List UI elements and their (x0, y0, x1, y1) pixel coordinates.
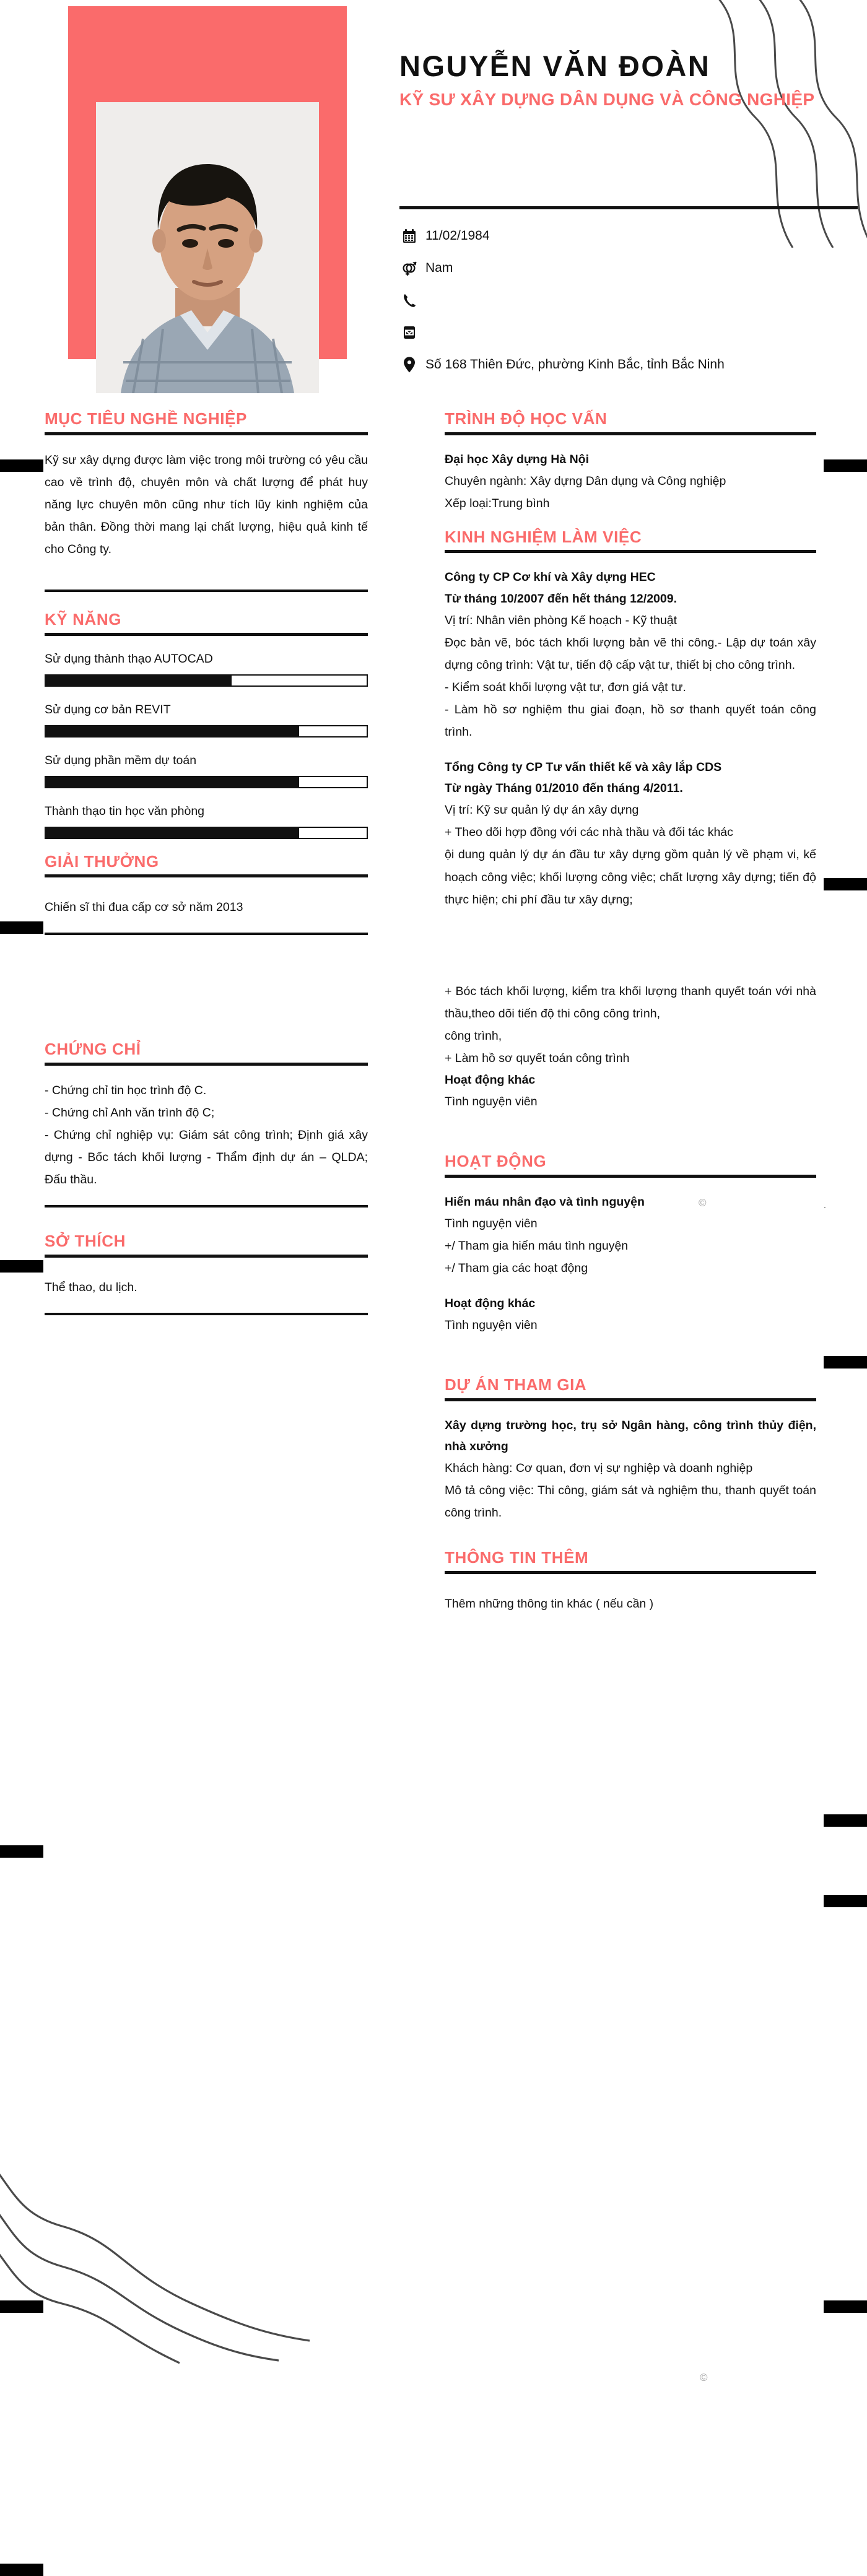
experience-duty: Đọc bản vẽ, bóc tách khối lượng bản vẽ thi công.- Lập dự toán xây dựng công trình: Vật tư, tiến độ cấp vật tư, thiết bị cho công trình. (445, 635, 816, 672)
edge-tick (824, 1356, 867, 1368)
section-title-experience: KINH NGHIỆM LÀM VIỆC (445, 527, 642, 546)
project-heading: Xây dựng trường học, trụ sở Ngân hàng, công trình thủy điện, nhà xưởng (445, 1418, 816, 1453)
experience-duty: + Bóc tách khối lượng, kiểm tra khối lượng thanh quyết toán với nhà thầu,theo dõi tiến độ thi công công trình, (445, 984, 816, 1020)
contact-divider (399, 206, 858, 209)
birthdate-value: 11/02/1984 (425, 228, 490, 243)
experience-item (445, 757, 816, 1113)
experience-position: Vị trí: Kỹ sư quản lý dự án xây dựng (445, 803, 639, 817)
activity-line: +/ Tham gia các hoạt động (445, 1261, 588, 1275)
experience-other-heading: Hoạt động khác (445, 1073, 536, 1087)
section-title-education: TRÌNH ĐỘ HỌC VẤN (445, 409, 608, 428)
skill-label: Sử dụng cơ bản REVIT (45, 702, 171, 716)
section-title-extra-info: THÔNG TIN THÊM (445, 1548, 589, 1567)
skill-item (45, 804, 368, 839)
skill-progress-fill (46, 676, 232, 685)
edge-tick (0, 459, 43, 472)
award-text: Chiến sĩ thi đua cấp cơ sở năm 2013 (45, 900, 243, 915)
experience-period: Từ tháng 10/2007 đến hết tháng 12/2009. (445, 591, 677, 606)
activity-heading: Hiến máu nhân đạo và tình nguyện (445, 1194, 645, 1209)
skill-progress-bar (45, 674, 368, 687)
skill-item (45, 754, 368, 788)
gender-value: Nam (425, 261, 453, 275)
experience-position: Vị trí: Nhân viên phòng Kế hoạch - Kỹ thuật (445, 613, 677, 627)
section-rule (45, 633, 368, 636)
edge-tick (0, 921, 43, 934)
certificate-line: - Chứng chỉ Anh văn trình độ C; (45, 1105, 215, 1120)
section-activities (445, 1152, 816, 1336)
section-title-hobbies: SỞ THÍCH (45, 1232, 126, 1251)
left-column (45, 410, 368, 1315)
section-extra-info (445, 1549, 816, 1615)
section-title-activities: HOẠT ĐỘNG (445, 1152, 547, 1171)
education-school: Đại học Xây dựng Hà Nội (445, 452, 589, 466)
experience-company: Tổng Công ty CP Tư vấn thiết kế và xây lắp CDS (445, 760, 722, 775)
section-title-skills: KỸ NĂNG (45, 609, 122, 629)
experience-duty: ội dung quản lý dự án đầu tư xây dựng gồm quản lý về phạm vi, kế hoạch công việc; khối lượng công việc; chất lượng xây dựng; tiến độ thực hiện; chi phí đầu tư xây dựng; (445, 848, 816, 907)
extra-info-text: Thêm những thông tin khác ( nếu cần ) (445, 1596, 654, 1611)
section-title-projects: DỰ ÁN THAM GIA (445, 1375, 587, 1395)
skill-item (45, 652, 368, 687)
edge-tick (824, 2300, 867, 2313)
skill-progress-bar (45, 776, 368, 788)
copyright-watermark: © (699, 1197, 707, 1209)
education-grade: Xếp loại:Trung bình (445, 496, 550, 510)
section-certificates (45, 1040, 368, 1208)
experience-duty: - Kiểm soát khối lượng vật tư, đơn giá vật tư. (445, 680, 686, 694)
skill-progress-bar (45, 827, 368, 839)
experience-duty: công trình, (445, 1029, 502, 1043)
contact-row-birthdate (401, 220, 867, 252)
section-rule (45, 1313, 368, 1315)
edge-tick (824, 1814, 867, 1827)
phone-icon (401, 293, 417, 308)
section-hobbies (45, 1232, 368, 1315)
section-projects (445, 1376, 816, 1524)
contact-row-gender (401, 252, 867, 284)
skill-item (45, 703, 368, 738)
project-description: Mô tả công việc: Thi công, giám sát và nghiệm thu, thanh quyết toán công trình. (445, 1484, 816, 1520)
calendar-icon (401, 229, 417, 243)
right-column (445, 410, 816, 1615)
edge-tick (0, 1845, 43, 1858)
skill-progress-bar (45, 725, 368, 738)
contact-row-phone (401, 284, 867, 316)
portrait-illustration (96, 102, 319, 393)
skill-progress-fill (46, 828, 299, 838)
contact-row-email (401, 316, 867, 349)
section-title-awards: GIẢI THƯỞNG (45, 851, 159, 871)
edge-tick (824, 1895, 867, 1907)
skill-progress-fill (46, 726, 299, 736)
edge-tick (0, 1260, 43, 1273)
experience-item (445, 567, 816, 743)
experience-duty: + Theo dõi hợp đồng với các nhà thầu và đối tác khác (445, 825, 733, 840)
skill-label: Thành thạo tin học văn phòng (45, 804, 205, 818)
resume-header (0, 0, 867, 396)
experience-duty: - Làm hồ sơ nghiệm thu giai đoạn, hồ sơ thanh quyết toán công trình. (445, 702, 816, 739)
edge-tick (0, 2564, 43, 2576)
name-block (399, 50, 845, 110)
hobbies-text: Thể thao, du lịch. (45, 1280, 137, 1294)
project-client: Khách hàng: Cơ quan, đơn vị sự nghiệp và doanh nghiệp (445, 1461, 753, 1475)
section-experience (445, 528, 816, 1113)
activity-other-heading: Hoạt động khác (445, 1296, 536, 1310)
section-skills (45, 611, 368, 839)
skill-label: Sử dụng phần mềm dự toán (45, 753, 197, 767)
page-title: NGUYỄN VĂN ĐOÀN (399, 50, 711, 82)
experience-company: Công ty CP Cơ khí và Xây dựng HEC (445, 570, 656, 585)
skill-progress-fill (46, 777, 299, 787)
contact-row-address (401, 349, 867, 381)
section-awards (45, 853, 368, 936)
experience-other-text: Tình nguyện viên (445, 1095, 538, 1108)
dot-watermark: . (824, 1200, 826, 1210)
activity-line: +/ Tham gia hiến máu tình nguyện (445, 1238, 629, 1253)
activity-other-text: Tình nguyện viên (445, 1318, 538, 1333)
copyright-watermark: © (700, 2372, 708, 2383)
certificate-line: - Chứng chỉ tin học trình độ C. (45, 1083, 207, 1097)
section-title-objective: MỤC TIÊU NGHỀ NGHIỆP (45, 409, 247, 428)
job-title: KỸ SƯ XÂY DỰNG DÂN DỤNG VÀ CÔNG NGHIỆP (399, 90, 815, 110)
email-icon (401, 325, 417, 340)
gender-icon (401, 260, 417, 276)
activity-role: Tình nguyện viên (445, 1216, 538, 1230)
avatar (96, 102, 319, 393)
experience-period: Từ ngày Tháng 01/2010 đến tháng 4/2011. (445, 781, 683, 796)
decorative-wave-bottom (0, 2118, 359, 2378)
location-pin-icon (401, 357, 417, 373)
contact-list (401, 220, 867, 381)
objective-text: Kỹ sư xây dựng được làm việc trong môi trường có yêu cầu cao về trình độ, chuyên môn và chất lượng để phát huy năng lực chuyên môn cũng như tích lũy kinh nghiệm của bản thân. Đồng thời mang lại chất lượng, hiệu quả kinh tế cho Công ty. (45, 453, 368, 556)
certificate-line: - Chứng chỉ nghiệp vụ: Giám sát công trình; Định giá xây dựng - Bốc tách khối lượng - Thẩm định dự án – QLDA; Đấu thầu. (45, 1128, 368, 1186)
edge-tick (824, 878, 867, 890)
edge-tick (824, 459, 867, 472)
section-title-certificates: CHỨNG CHỈ (45, 1040, 141, 1059)
edge-tick (0, 2300, 43, 2313)
education-major: Chuyên ngành: Xây dựng Dân dụng và Công nghiệp (445, 474, 726, 488)
section-objective (45, 410, 368, 560)
address-value: Số 168 Thiên Đức, phường Kinh Bắc, tỉnh Bắc Ninh (425, 357, 725, 372)
skill-label: Sử dụng thành thạo AUTOCAD (45, 651, 213, 666)
section-education (445, 410, 816, 515)
experience-duty: + Làm hồ sơ quyết toán công trình (445, 1051, 630, 1065)
